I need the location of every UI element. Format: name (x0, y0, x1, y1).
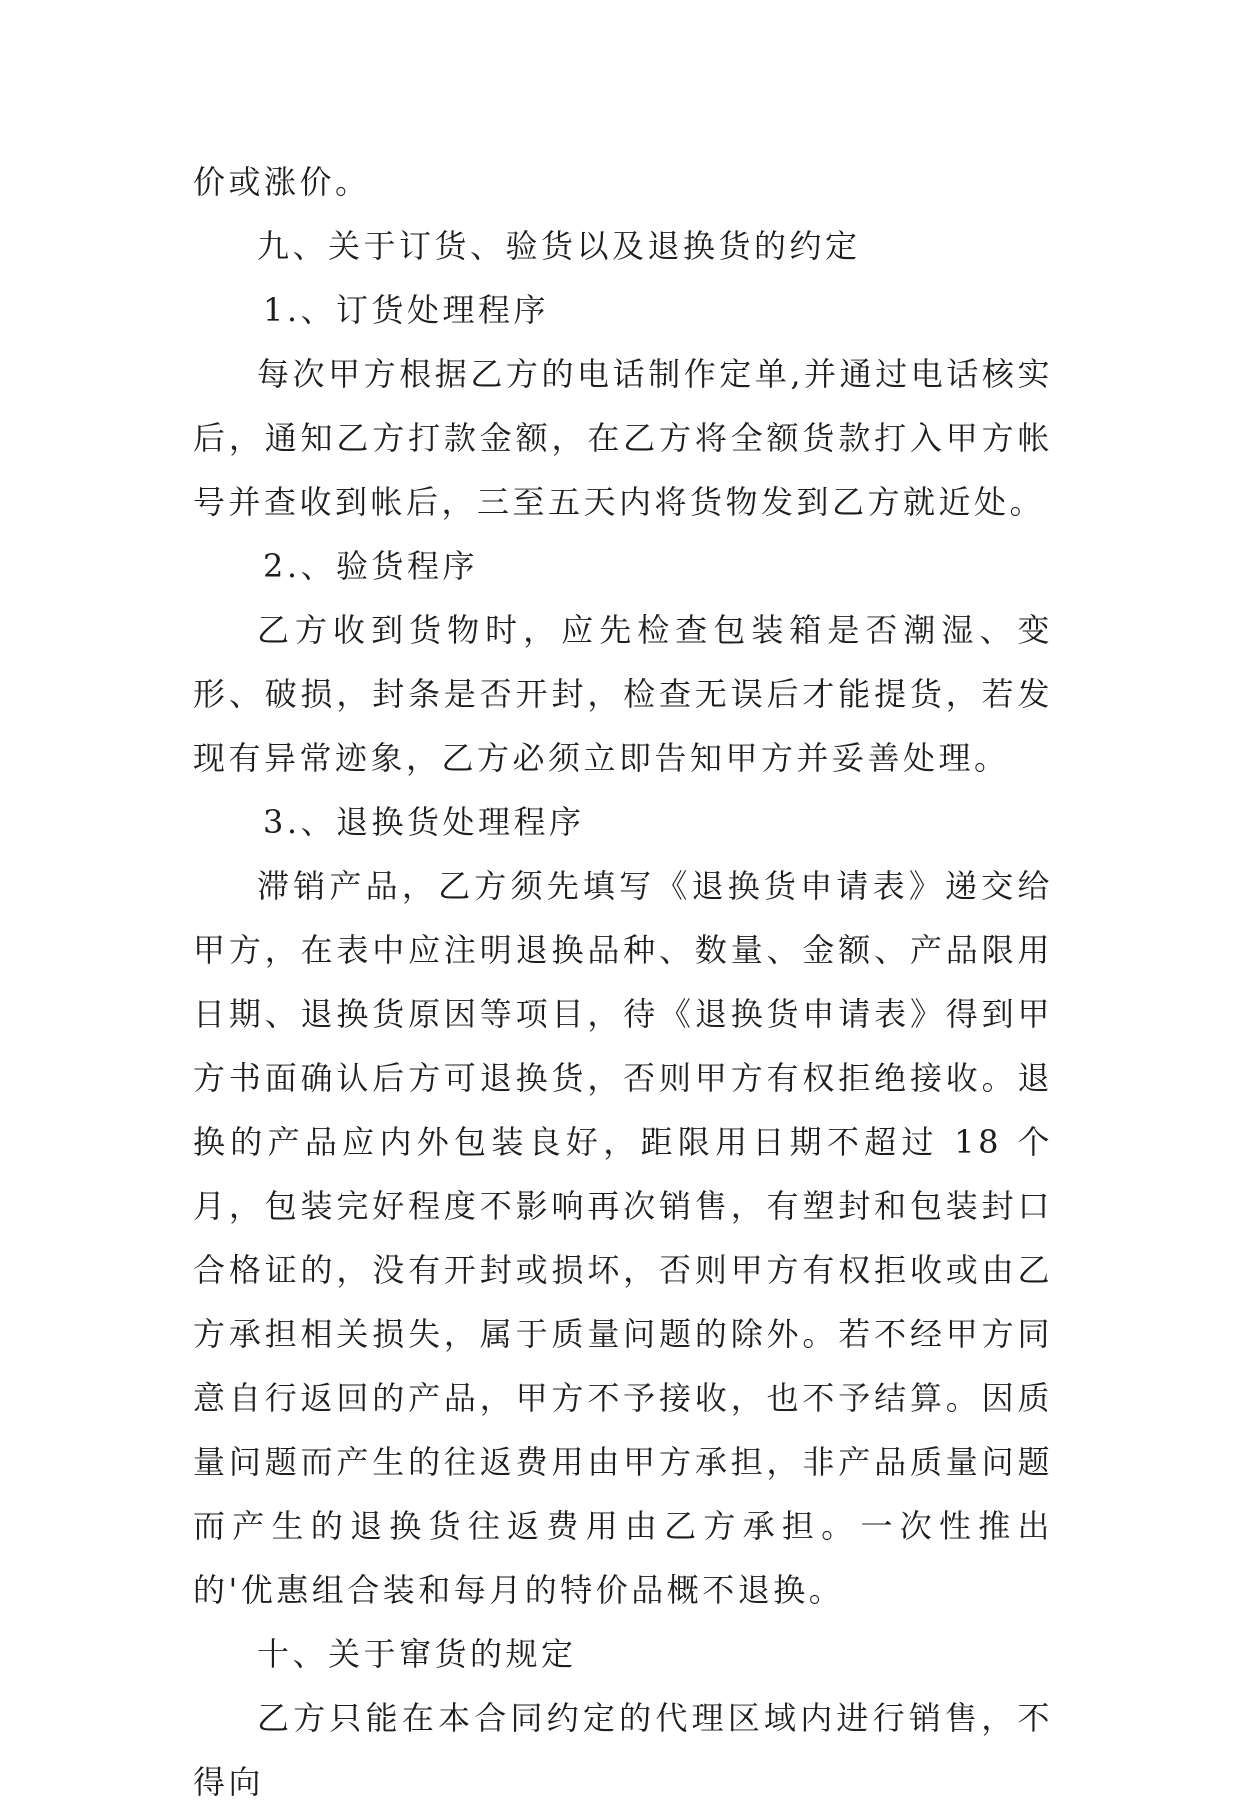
paragraph-inspection-procedure: 乙方收到货物时，应先检查包装箱是否潮湿、变形、破损，封条是否开封，检查无误后才能提货，若发现有异常迹象，乙方必须立即告知甲方并妥善处理。 (193, 611, 1053, 777)
subheading-order-procedure: 1.、订货处理程序 (263, 291, 550, 329)
document-body (193, 150, 1053, 1814)
subheading-inspection-procedure: 2.、验货程序 (263, 547, 479, 585)
subheading-return-procedure: 3.、退换货处理程序 (263, 803, 585, 841)
paragraph-cross-region-rules: 乙方只能在本合同约定的代理区域内进行销售，不得向 (193, 1699, 1053, 1801)
section-heading-9: 九、关于订货、验货以及退换货的约定 (257, 227, 861, 265)
paragraph-return-procedure: 滞销产品，乙方须先填写《退换货申请表》递交给甲方，在表中应注明退换品种、数量、金额、产品限用日期、退换货原因等项目，待《退换货申请表》得到甲方书面确认后方可退换货，否则甲方有权拒绝接收。退换的产品应内外包装良好，距限用日期不超过 18 个月，包装完好程度不影响再次销售，有塑封和包装封口合格证的，没有开封或损坏，否则甲方有权拒收或由乙方承担相关损失，属于质量问题的除外。若不经甲方同意自行返回的产品，甲方不予接收，也不予结算。因质量问题而产生的往返费用由甲方承担，非产品质量问题而产生的退换货往返费用由乙方承担。一次性推出的'优惠组合装和每月的特价品概不退换。 (193, 867, 1053, 1609)
section-heading-10: 十、关于窜货的规定 (257, 1635, 577, 1673)
paragraph-continuation: 价或涨价。 (193, 163, 371, 201)
paragraph-order-procedure: 每次甲方根据乙方的电话制作定单,并通过电话核实后，通知乙方打款金额，在乙方将全额货款打入甲方帐号并查收到帐后，三至五天内将货物发到乙方就近处。 (193, 355, 1053, 521)
